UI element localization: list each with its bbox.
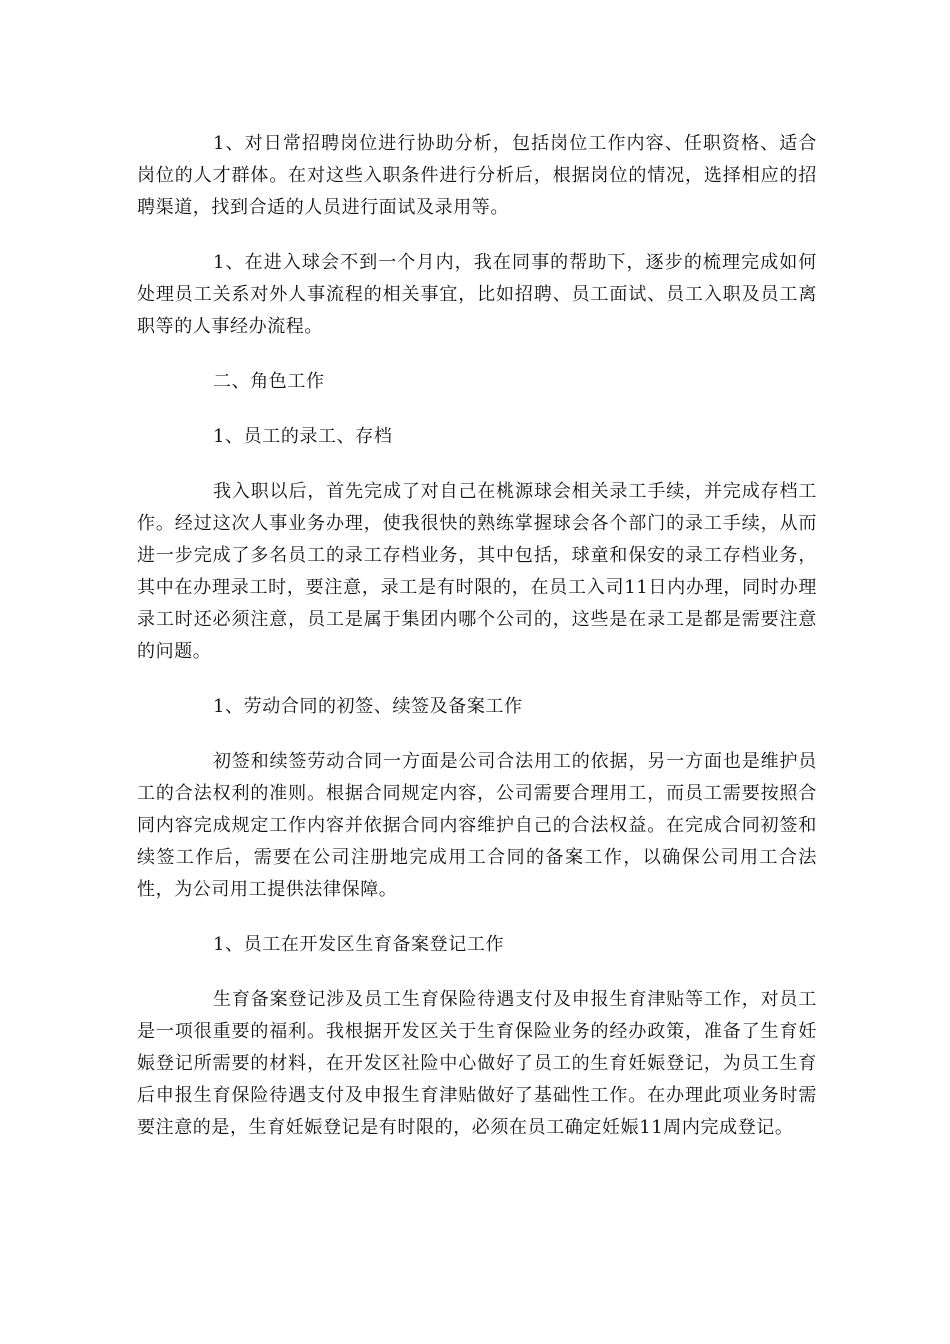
paragraph-gap xyxy=(137,224,817,247)
paragraph-maternity-registration: 生育备案登记涉及员工生育保险待遇支付及申报生育津贴等工作，对员工是一项很重要的福利。我根据开发区关于生育保险业务的经办政策，准备了生育妊娠登记所需要的材料，在开发区社险中心做好了员工的生育妊娠登记，为员工生育后申报生育保险待遇支付及申报生育津贴做好了基础性工作。在办理此项业务时需要注意的是，生育妊娠登记是有时限的，必须在员工确定妊娠11周内完成登记。 xyxy=(137,989,817,1138)
paragraph-employee-registration: 我入职以后，首先完成了对自己在桃源球会相关录工手续，并完成存档工作。经过这次人事业务办理，使我很快的熟练掌握球会各个部门的录工手续，从而进一步完成了多名员工的录工存档业务，其中包括，球童和保安的录工存档业务，其中在办理录工时，要注意，录工是有时限的，在员工入司11日内办理，同时办理录工时还必须注意，员工是属于集团内哪个公司的，这些是在录工是都是需要注意的问题。 xyxy=(137,481,817,662)
paragraph-gap xyxy=(137,906,817,929)
paragraph-gap xyxy=(137,398,817,421)
paragraph-recruitment-analysis: 1、对日常招聘岗位进行协助分析，包括岗位工作内容、任职资格、适合岗位的人才群体。在对这些入职条件进行分析后，根据岗位的情况，选择相应的招聘渠道，找到合适的人员进行面试及录用等。 xyxy=(137,133,817,218)
paragraph-labor-contract: 初签和续签劳动合同一方面是公司合法用工的依据，另一方面也是维护员工的合法权利的准则。根据合同规定内容，公司需要合理用工，而员工需要按照合同内容完成规定工作内容并依据合同内容维护自己的合法权益。在完成合同初签和续签工作后，需要在公司注册地完成用工合同的备案工作，以确保公司用工合法性，为公司用工提供法律保障。 xyxy=(137,751,817,900)
subheading-employee-registration: 1、员工的录工、存档 xyxy=(213,426,393,447)
document-body xyxy=(137,128,817,1144)
subheading-maternity-registration: 1、员工在开发区生育备案登记工作 xyxy=(213,934,505,955)
paragraph-hr-process: 1、在进入球会不到一个月内，我在同事的帮助下，逐步的梳理完成如何处理员工关系对外人事流程的相关事宜，比如招聘、员工面试、员工入职及员工离职等的人事经办流程。 xyxy=(137,252,817,337)
paragraph-gap xyxy=(137,343,817,366)
section-heading-role-work: 二、角色工作 xyxy=(213,371,325,392)
paragraph-gap xyxy=(137,961,817,984)
paragraph-gap xyxy=(137,453,817,476)
paragraph-gap xyxy=(137,723,817,746)
paragraph-gap xyxy=(137,668,817,691)
subheading-labor-contract: 1、劳动合同的初签、续签及备案工作 xyxy=(213,696,523,717)
